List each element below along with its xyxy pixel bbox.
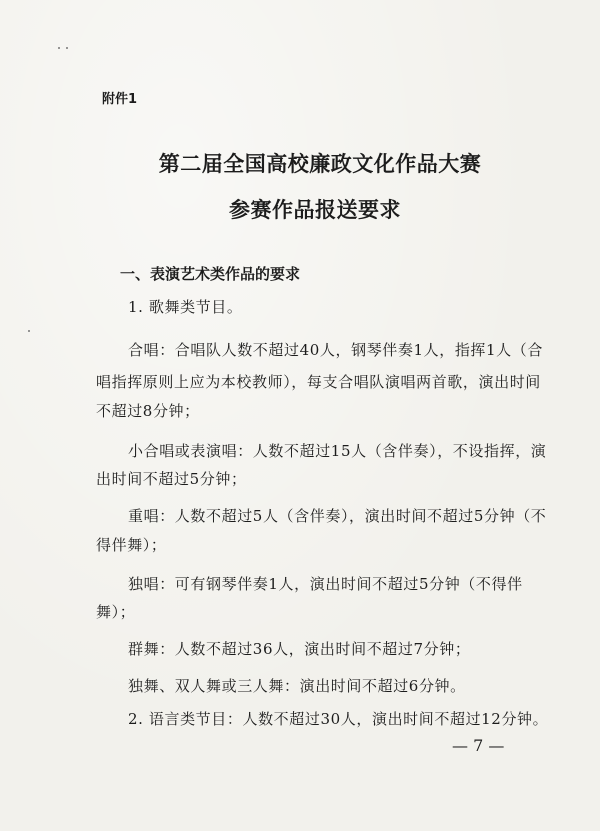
body-line: 小合唱或表演唱：人数不超过15人（含伴奏），不设指挥，演 <box>128 442 547 460</box>
body-line: 合唱：合唱队人数不超过40人，钢琴伴奏1人，指挥1人（合 <box>128 341 543 359</box>
attachment-label: 附件1 <box>102 92 138 107</box>
body-line: 1. 歌舞类节目。 <box>128 298 243 316</box>
body-line: 得伴舞）； <box>96 536 167 554</box>
body-line: 不超过8分钟； <box>96 402 200 420</box>
body-line: 独唱：可有钢琴伴奏1人，演出时间不超过5分钟（不得伴 <box>128 575 523 593</box>
document-title-line-2: 参赛作品报送要求 <box>229 197 401 222</box>
body-line: 群舞：人数不超过36人，演出时间不超过7分钟； <box>128 640 471 658</box>
body-line: 独舞、双人舞或三人舞：演出时间不超过6分钟。 <box>128 677 466 695</box>
body-line: 2. 语言类节目：人数不超过30人，演出时间不超过12分钟。 <box>128 710 549 728</box>
page-number: — 7 — <box>452 736 505 755</box>
scan-speck <box>28 330 30 332</box>
body-line: 舞）； <box>96 603 136 621</box>
body-line: 重唱：人数不超过5人（含伴奏），演出时间不超过5分钟（不 <box>128 507 547 525</box>
scan-speck <box>66 47 68 49</box>
body-line: 出时间不超过5分钟； <box>96 470 247 488</box>
section-heading: 一、表演艺术类作品的要求 <box>120 265 301 283</box>
scan-speck <box>58 47 60 49</box>
document-title-line-1: 第二届全国高校廉政文化作品大赛 <box>158 151 482 176</box>
body-line: 唱指挥原则上应为本校教师），每支合唱队演唱两首歌，演出时间 <box>96 373 541 391</box>
